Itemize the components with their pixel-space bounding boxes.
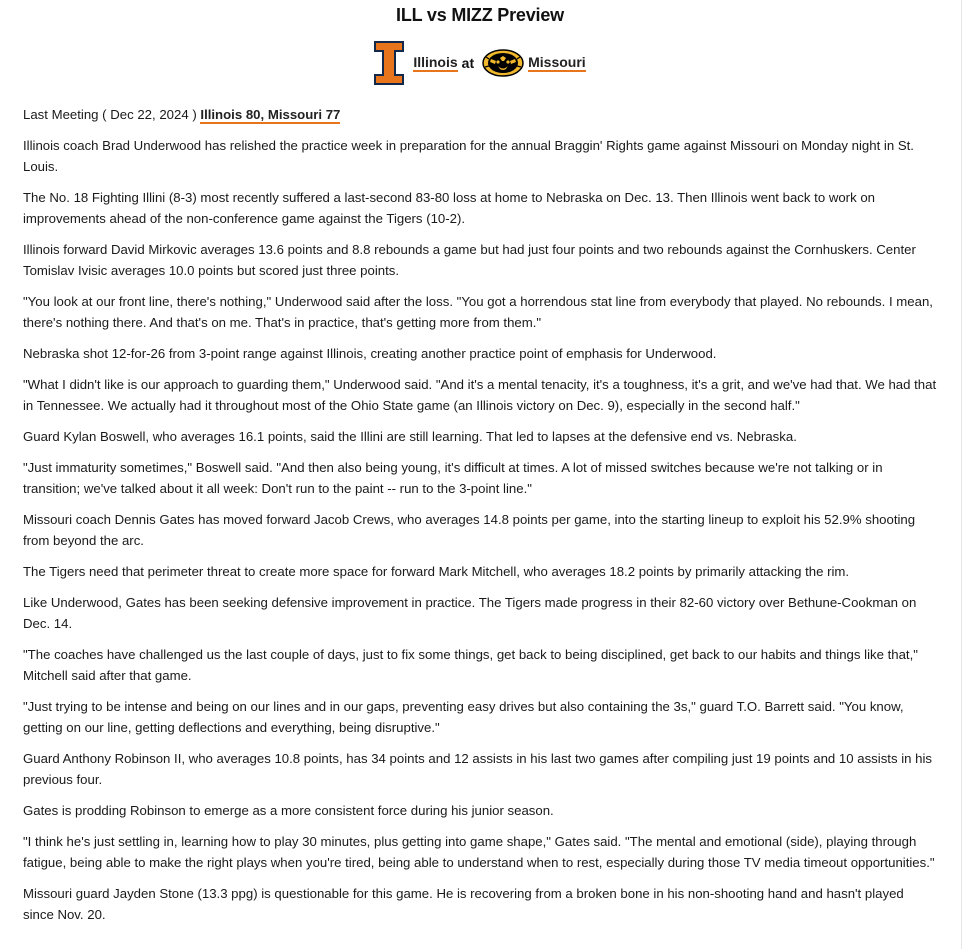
article-paragraph: Gates is prodding Robinson to emerge as a more consistent force during his junior season. xyxy=(23,803,554,818)
illinois-team-link[interactable]: Illinois xyxy=(413,54,458,70)
article-paragraph: "You look at our front line, there's nothing," Underwood said after the loss. "You got a horrendous stat line from everybody that played. No rebounds. I mean, there's nothing there. And that's on me. That's in practice, that's getting more from them." xyxy=(23,294,933,330)
matchup-header xyxy=(0,41,960,85)
article-paragraph: The No. 18 Fighting Illini (8-3) most recently suffered a last-second 83-80 loss at home to Nebraska on Dec. 13. Then Illinois went back to work on improvements ahead of the non-conference game against the Tigers (10-2). xyxy=(23,190,875,226)
article-paragraph: Like Underwood, Gates has been seeking defensive improvement in practice. The Tigers made progress in their 82-60 victory over Bethune-Cookman on Dec. 14. xyxy=(23,595,917,631)
article-body xyxy=(23,104,938,935)
last-meeting-row xyxy=(23,104,938,125)
article-paragraph: "Just immaturity sometimes," Boswell said. "And then also being young, it's difficult at times. A lot of missed switches because we're not talking or in transition; we've talked about it all week: Don't run to the paint -- run to the 3-point line." xyxy=(23,460,883,496)
missouri-tiger-logo-icon xyxy=(482,49,524,77)
article-paragraph: Guard Kylan Boswell, who averages 16.1 points, said the Illini are still learning. That led to lapses at the defensive end vs. Nebraska. xyxy=(23,429,797,444)
last-meeting-label: Last Meeting ( Dec 22, 2024 ) xyxy=(23,107,197,122)
article-paragraph: "What I didn't like is our approach to guarding them," Underwood said. "And it's a mental tenacity, it's a toughness, it's a grit, and we've had that. We had that in Tennessee. We actually had it throughout most of the Ohio State game (an Illinois victory on Dec. 9), especially in the second half." xyxy=(23,377,937,413)
article-paragraph: Nebraska shot 12-for-26 from 3-point range against Illinois, creating another practice point of emphasis for Underwood. xyxy=(23,346,717,361)
article-paragraph: "I think he's just settling in, learning how to play 30 minutes, plus getting into game shape," Gates said. "The mental and emotional (side), playing through fatigue, being able to make the right plays when you're tired, being able to understand when to rest, especially during those TV media timeout opportunities." xyxy=(23,834,935,870)
matchup-at-label: at xyxy=(461,55,475,71)
last-meeting-result-link[interactable]: Illinois 80, Missouri 77 xyxy=(200,107,341,122)
article-paragraph: Missouri guard Jayden Stone (13.3 ppg) is questionable for this game. He is recovering from a broken bone in his non-shooting hand and hasn't played since Nov. 20. xyxy=(23,886,904,922)
article-paragraph: The Tigers need that perimeter threat to create more space for forward Mark Mitchell, who averages 18.2 points by primarily attacking the rim. xyxy=(23,564,850,579)
article-paragraph: Missouri coach Dennis Gates has moved forward Jacob Crews, who averages 14.8 points per game, into the starting lineup to exploit his 52.9% shooting from beyond the arc. xyxy=(23,512,916,548)
missouri-team-link[interactable]: Missouri xyxy=(528,54,586,70)
article-paragraph: Guard Anthony Robinson II, who averages 10.8 points, has 34 points and 12 assists in his last two games after compiling just 19 points and 10 assists in his previous four. xyxy=(23,751,932,787)
page-title: ILL vs MIZZ Preview xyxy=(396,5,564,25)
article-paragraph: Illinois forward David Mirkovic averages 13.6 points and 8.8 rebounds a game but had just four points and two rebounds against the Cornhuskers. Center Tomislav Ivisic averages 10.0 points but scored just three points. xyxy=(23,242,916,278)
article-paragraph: "Just trying to be intense and being on our lines and in our gaps, preventing easy drives but also containing the 3s," guard T.O. Barrett said. "You know, getting on our line, getting deflections and everything, being disruptive." xyxy=(23,699,904,735)
illinois-block-i-logo-icon xyxy=(374,41,404,85)
article-paragraph: Illinois coach Brad Underwood has relished the practice week in preparation for the annual Braggin' Rights game against Missouri on Monday night in St. Louis. xyxy=(23,138,914,174)
article-paragraph: "The coaches have challenged us the last couple of days, just to fix some things, get back to being disciplined, get back to our habits and things like that," Mitchell said after that game. xyxy=(23,647,918,683)
